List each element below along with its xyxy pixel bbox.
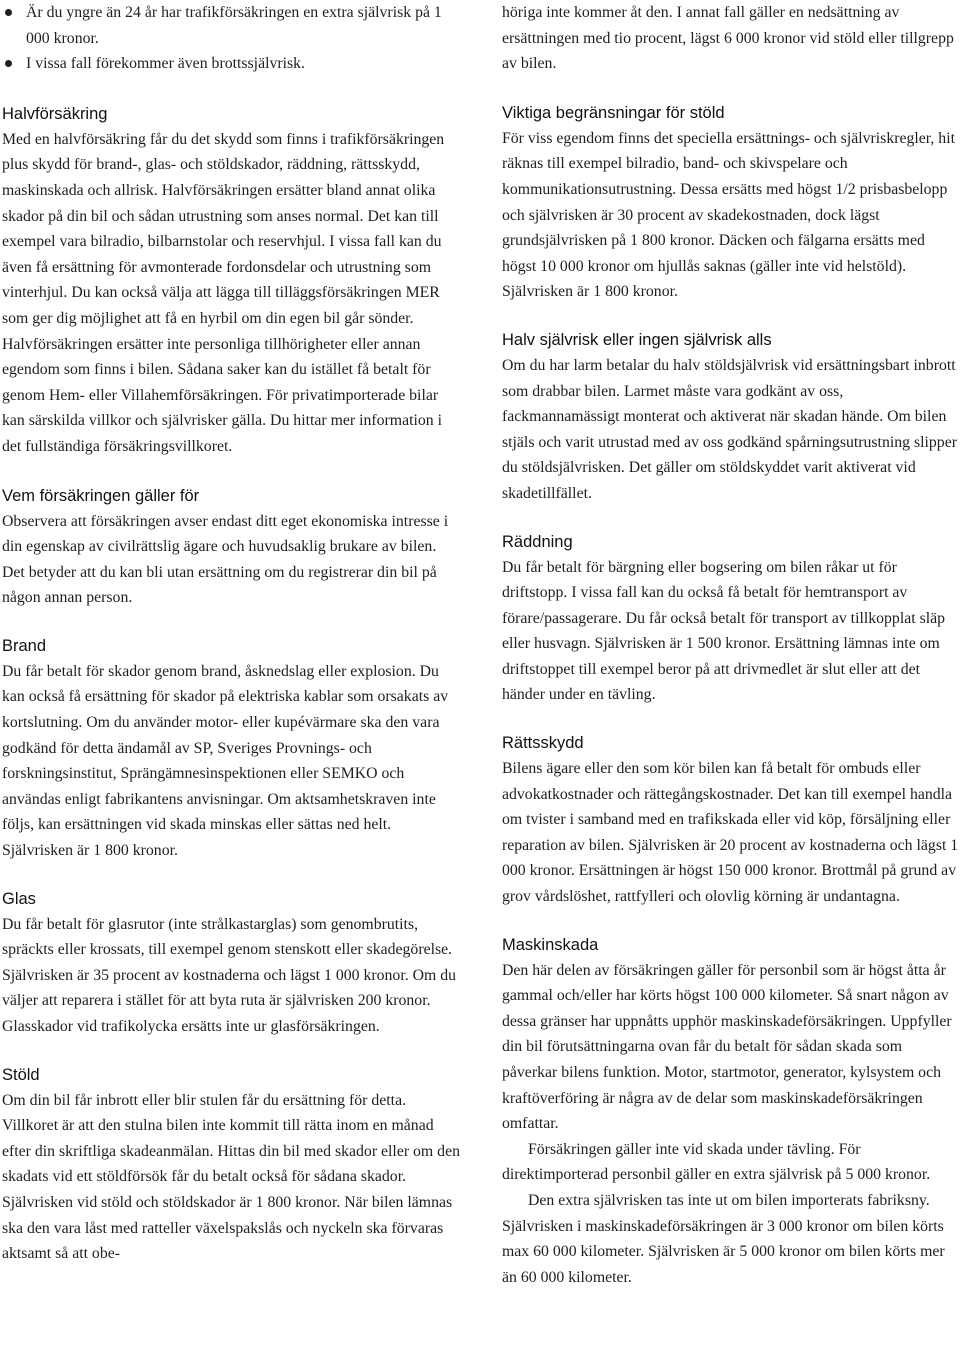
section-body: Du får betalt för skador genom brand, åsknedslag eller explosion. Du kan också få ersättning för skador på elektriska kablar som orsakats av kortslutning. Om du använder motor- eller kupévärmare ska den vara godkänd för detta ändamål av SP, Sveriges Provnings- och forskningsinstitut, Sprängämnesinspektionen eller SEMKO och användas enligt fabrikantens anvisningar. Om aktsamhetskraven inte följs, kan ersättningen vid skada minskas eller sättas ned helt. Självrisken är 1 800 kronor.	[2, 662, 449, 860]
section-body: Du får betalt för bärgning eller bogsering om bilen råkar ut för driftstopp. I vissa fall kan du också få betalt för hemtransport av förare/passagerare. Du får också betalt för transport av tillkopplat släp eller husvagn. Självrisken är 1 500 kronor. Ersättning lämnas inte om driftstoppet till exempel beror på att drivmedlet är slut eller att det händer under en tävling.	[502, 558, 946, 704]
right-column	[502, 0, 960, 1290]
section-heading-begransningar: Viktiga begränsningar för stöld	[502, 103, 725, 122]
section-heading-brand: Brand	[2, 636, 47, 655]
section-body: Den här delen av försäkringen gäller för personbil som är högst åtta år gammal och/eller har körts högst 100 000 kilometer. Så snart någon av dessa gränser har uppnåtts upphör maskinskadeförsäkringen. Uppfyller din bil förutsättningarna ovan får du betalt för sådan skada som påverkar bilens funktion. Motor, startmotor, generator, kylsystem och kraftöverföring är några av de delar som maskinskadeförsäkringen omfattar.	[502, 961, 952, 1133]
section-body: Med en halvförsäkring får du det skydd som finns i trafikförsäkringen plus skydd för brand-, glas- och stöldskador, räddning, rättsskydd, maskinskada och allrisk. Halvförsäkringen ersätter bland annat olika skador på din bil och sådan utrustning som anses normal. Det kan till exempel vara bilradio, bilbarnstolar och reservhjul. I vissa fall kan du även få ersättning för avmonterade fordonsdelar och utrustning som vinterhjul. Du kan också välja att lägga till tilläggsförsäkringen MER som ger dig möjlighet att få en hyrbil om din egen bil går sönder. Halvförsäkringen ersätter inte personliga tillhörigheter eller annan egendom som finns i bilen. Sådana saker kan du istället få betalt för genom Hem- eller Villahemförsäkringen. För privatimporterade bilar kan särskilda villkor och självrisker gälla. Du hittar mer information i det fullständiga försäkringsvillkoret.	[2, 130, 445, 455]
section-heading-vem: Vem försäkringen gäller för	[2, 486, 200, 505]
section-body: Den extra självrisken tas inte ut om bilen importerats fabriksny. Självrisken i maskinskadeförsäkringen är 3 000 kronor om bilen körts max 60 000 kilometer. Självrisken är 5 000 kronor om bilen körts mer än 60 000 kilometer.	[502, 1191, 945, 1286]
section-body: För viss egendom finns det speciella ersättnings- och självriskregler, hit räknas till exempel bilradio, band- och skivspelare och kommunikationsutrustning. Dessa ersätts med högst 1/2 prisbasbelopp och självrisken är 30 procent av skadekostnaden, dock lägst grundsjälvrisken på 1 800 kronor. Däcken och fälgarna ersätts med högst 10 000 kronor om hjullås saknas (gäller inte vid helstöld). Självrisken är 1 800 kronor.	[502, 129, 955, 301]
section-body: Om du har larm betalar du halv stöldsjälvrisk vid ersättningsbart inbrott som drabbar bilen. Larmet måste vara godkänt av oss, fackmannamässigt monterat och aktiverat när skadan hände. Om bilen stjäls och varit utrustad med av oss godkänd spårningsutrustning slipper du stöldsjälvrisken. Det gäller om stöldskyddet varit aktiverat vid skadetillfället.	[502, 356, 957, 502]
section-body: Du får betalt för glasrutor (inte strålkastarglas) som genombrutits, spräckts eller krossats, till exempel genom stenskott eller skadegörelse. Självrisken är 35 procent av kostnaderna och lägst 1 000 kronor. Om du väljer att reparera i stället för att byta ruta är självrisken 200 kronor. Glasskador vid trafikolycka ersätts inte ur glasförsäkringen.	[2, 915, 457, 1035]
section-heading-glas: Glas	[2, 889, 36, 908]
left-column	[2, 0, 460, 1267]
section-body: Observera att försäkringen avser endast ditt eget ekonomiska intresse i din egenskap av civilrättslig ägare och huvudsaklig brukare av bilen. Det betyder att du kan bli utan ersättning om du registrerar din bil på någon annan person.	[2, 512, 449, 607]
section-body: Bilens ägare eller den som kör bilen kan få betalt för ombuds eller advokatkostnader och rättegångskostnader. Det kan till exempel handla om tvister i samband med en trafikskada eller vid köp, försäljning eller reparation av bilen. Självrisken är 20 procent av kostnaderna och lägst 1 000 kronor. Ersättningen är högst 150 000 kronor. Brottmål på grund av grov vårdslöshet, rattfylleri och olovlig körning är undantagna.	[502, 760, 959, 906]
bullet-icon	[5, 60, 12, 67]
section-heading-stold: Stöld	[2, 1065, 40, 1084]
section-heading-rattsskydd: Rättsskydd	[502, 734, 584, 753]
continued-text: höriga inte kommer åt den. I annat fall gäller en nedsättning av ersättningen med tio procent, lägst 6 000 kronor vid stöld eller tillgrepp av bilen.	[502, 4, 954, 73]
bullet-list	[2, 0, 460, 77]
section-body: Försäkringen gäller inte vid skada under tävling. För direktimporterad personbil gäller en extra självrisk på 5 000 kronor.	[502, 1140, 931, 1184]
section-heading-raddning: Räddning	[502, 532, 573, 551]
section-heading-halv-sjalvrisk: Halv självrisk eller ingen självrisk alls	[502, 330, 772, 349]
list-item: I vissa fall förekommer även brottssjälvrisk.	[2, 51, 460, 77]
section-heading-maskinskada: Maskinskada	[502, 935, 599, 954]
section-heading-halvforsakring: Halvförsäkring	[2, 104, 108, 123]
list-item: Är du yngre än 24 år har trafikförsäkringen en extra självrisk på 1 000 kronor.	[2, 0, 460, 51]
section-body: Om din bil får inbrott eller blir stulen får du ersättning för detta. Villkoret är att den stulna bilen inte kommit till rätta inom en månad efter din skriftliga skadeanmälan. Hittas din bil med skador eller om den skadats vid ett stöldförsök får du betalt också för sådana skador. Självrisken vid stöld och stöldskador är 1 800 kronor. När bilen lämnas ska den vara låst med ratteller växelspakslås och nyckeln ska förvaras aktsamt så att obe-	[2, 1091, 460, 1263]
bullet-icon	[5, 9, 12, 16]
